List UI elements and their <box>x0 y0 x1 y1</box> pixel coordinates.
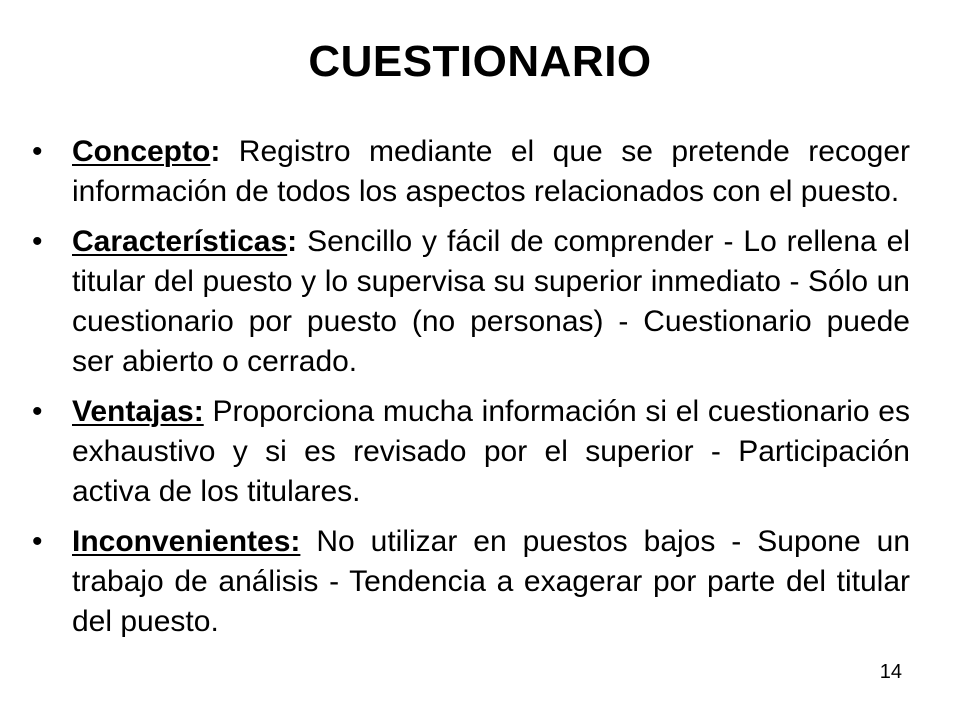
term-separator: : <box>287 225 298 258</box>
bullet-caracteristicas <box>30 222 910 382</box>
description-concepto: Registro mediante el que se pretende recoger información de todos los aspectos relacionados con el puesto. <box>72 135 910 208</box>
bullet-inconvenientes <box>30 522 910 642</box>
slide-title: CUESTIONARIO <box>308 37 652 86</box>
term-concepto: Concepto <box>72 135 211 168</box>
bullet-list <box>30 132 910 652</box>
term-separator: : <box>210 135 221 168</box>
bullet-icon: • <box>32 135 43 168</box>
description-inconvenientes: No utilizar en puestos bajos - Supone un trabajo de análisis - Tendencia a exagerar por parte del titular del puesto. <box>72 525 910 638</box>
term-caracteristicas: Características <box>72 225 288 258</box>
term-inconvenientes: Inconvenientes: <box>72 525 301 558</box>
bullet-icon: • <box>32 395 43 428</box>
term-ventajas: Ventajas: <box>72 395 204 428</box>
bullet-ventajas <box>30 392 910 512</box>
bullet-icon: • <box>32 525 43 558</box>
description-ventajas: Proporciona mucha información si el cuestionario es exhaustivo y si es revisado por el superior - Participación activa de los titulares. <box>72 395 910 508</box>
page-number: 14 <box>879 661 902 683</box>
bullet-icon: • <box>32 225 43 258</box>
description-caracteristicas: Sencillo y fácil de comprender - Lo rellena el titular del puesto y lo supervisa su superior inmediato - Sólo un cuestionario por puesto (no personas) - Cuestionario puede ser abierto o cerrado. <box>72 225 910 378</box>
bullet-concepto <box>30 132 910 212</box>
